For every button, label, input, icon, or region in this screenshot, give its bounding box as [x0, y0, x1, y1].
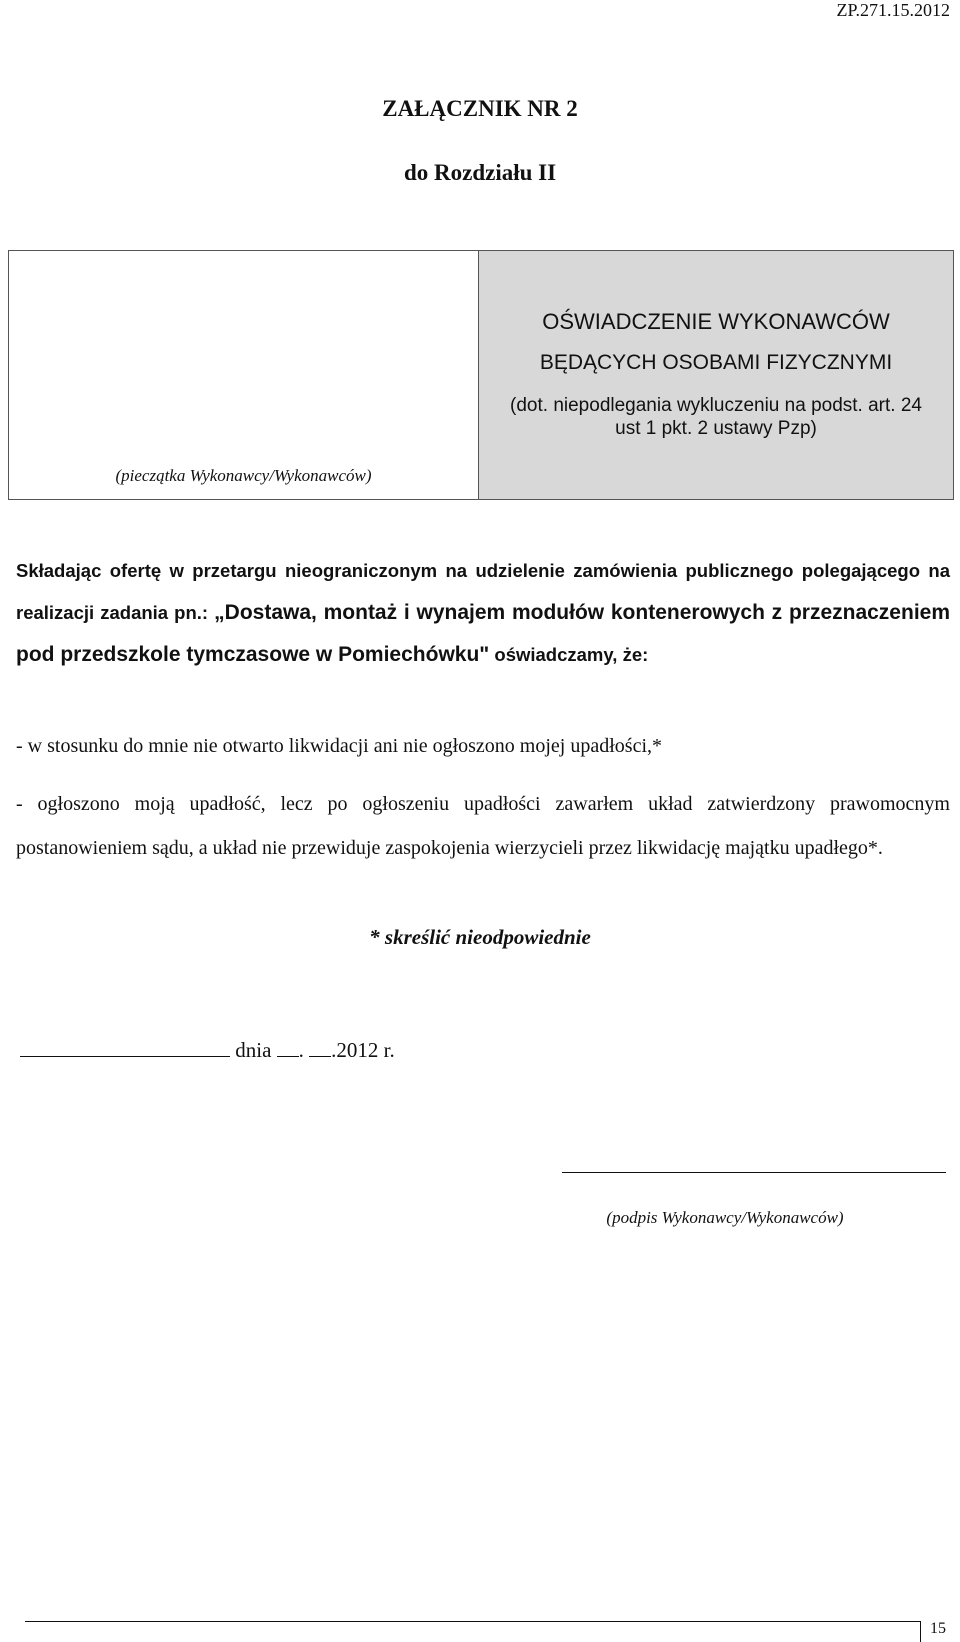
attachment-subtitle: do Rozdziału II	[403, 160, 557, 185]
signature-label: (podpis Wykonawcy/Wykonawców)	[606, 1208, 844, 1227]
attachment-title: ZAŁĄCZNIK NR 2	[382, 96, 578, 121]
footnote: * skreślić nieodpowiednie	[369, 925, 591, 949]
footer-rule	[25, 1621, 920, 1622]
statement-note: (dot. niepodlegania wykluczeniu na podst. art. 24 ust 1 pkt. 2 ustawy Pzp)	[510, 395, 922, 439]
footer-rule-tick	[920, 1621, 921, 1642]
date-year: .2012 r.	[331, 1038, 395, 1062]
page-number: 15	[930, 1620, 946, 1637]
task-name: „Dostawa, montaż i wynajem modułów kontenerowych z przeznaczeniem pod przedszkole tymczasowe w Pomiechówku"	[16, 601, 951, 666]
option-2: - ogłoszono moją upadłość, lecz po ogłoszeniu upadłości zawarłem układ zatwierdzony prawomocnym postanowieniem sądu, a układ nie przewiduje zaspokojenia wierzycieli przez likwidację majątku upadłego*.	[16, 793, 950, 859]
stamp-label: (pieczątka Wykonawcy/Wykonawców)	[115, 466, 372, 485]
intro-paragraph	[16, 550, 950, 676]
statement-subheading: BĘDĄCYCH OSOBAMI FIZYCZNYMI	[539, 351, 893, 374]
option-1: - w stosunku do mnie nie otwarto likwidacji ani nie ogłoszono mojej upadłości,*	[16, 735, 663, 757]
date-line: dnia . .2012 r.	[20, 1038, 395, 1063]
place-blank	[20, 1038, 230, 1057]
intro-text: Składając ofertę w przetargu nieograniczonym na udzielenie zamówienia publicznego polegającego na realizacji zadania pn.:	[16, 560, 950, 623]
declaration-text: oświadczamy, że:	[494, 644, 649, 665]
header-box	[8, 250, 954, 500]
document-reference: ZP.271.15.2012	[836, 0, 950, 20]
statement-title-panel	[479, 251, 953, 499]
statement-heading: OŚWIADCZENIE WYKONAWCÓW	[542, 309, 890, 334]
signature-line	[562, 1172, 946, 1173]
day-blank	[277, 1038, 299, 1057]
date-word: dnia	[235, 1038, 272, 1062]
month-blank	[309, 1038, 331, 1057]
stamp-area	[9, 251, 479, 499]
